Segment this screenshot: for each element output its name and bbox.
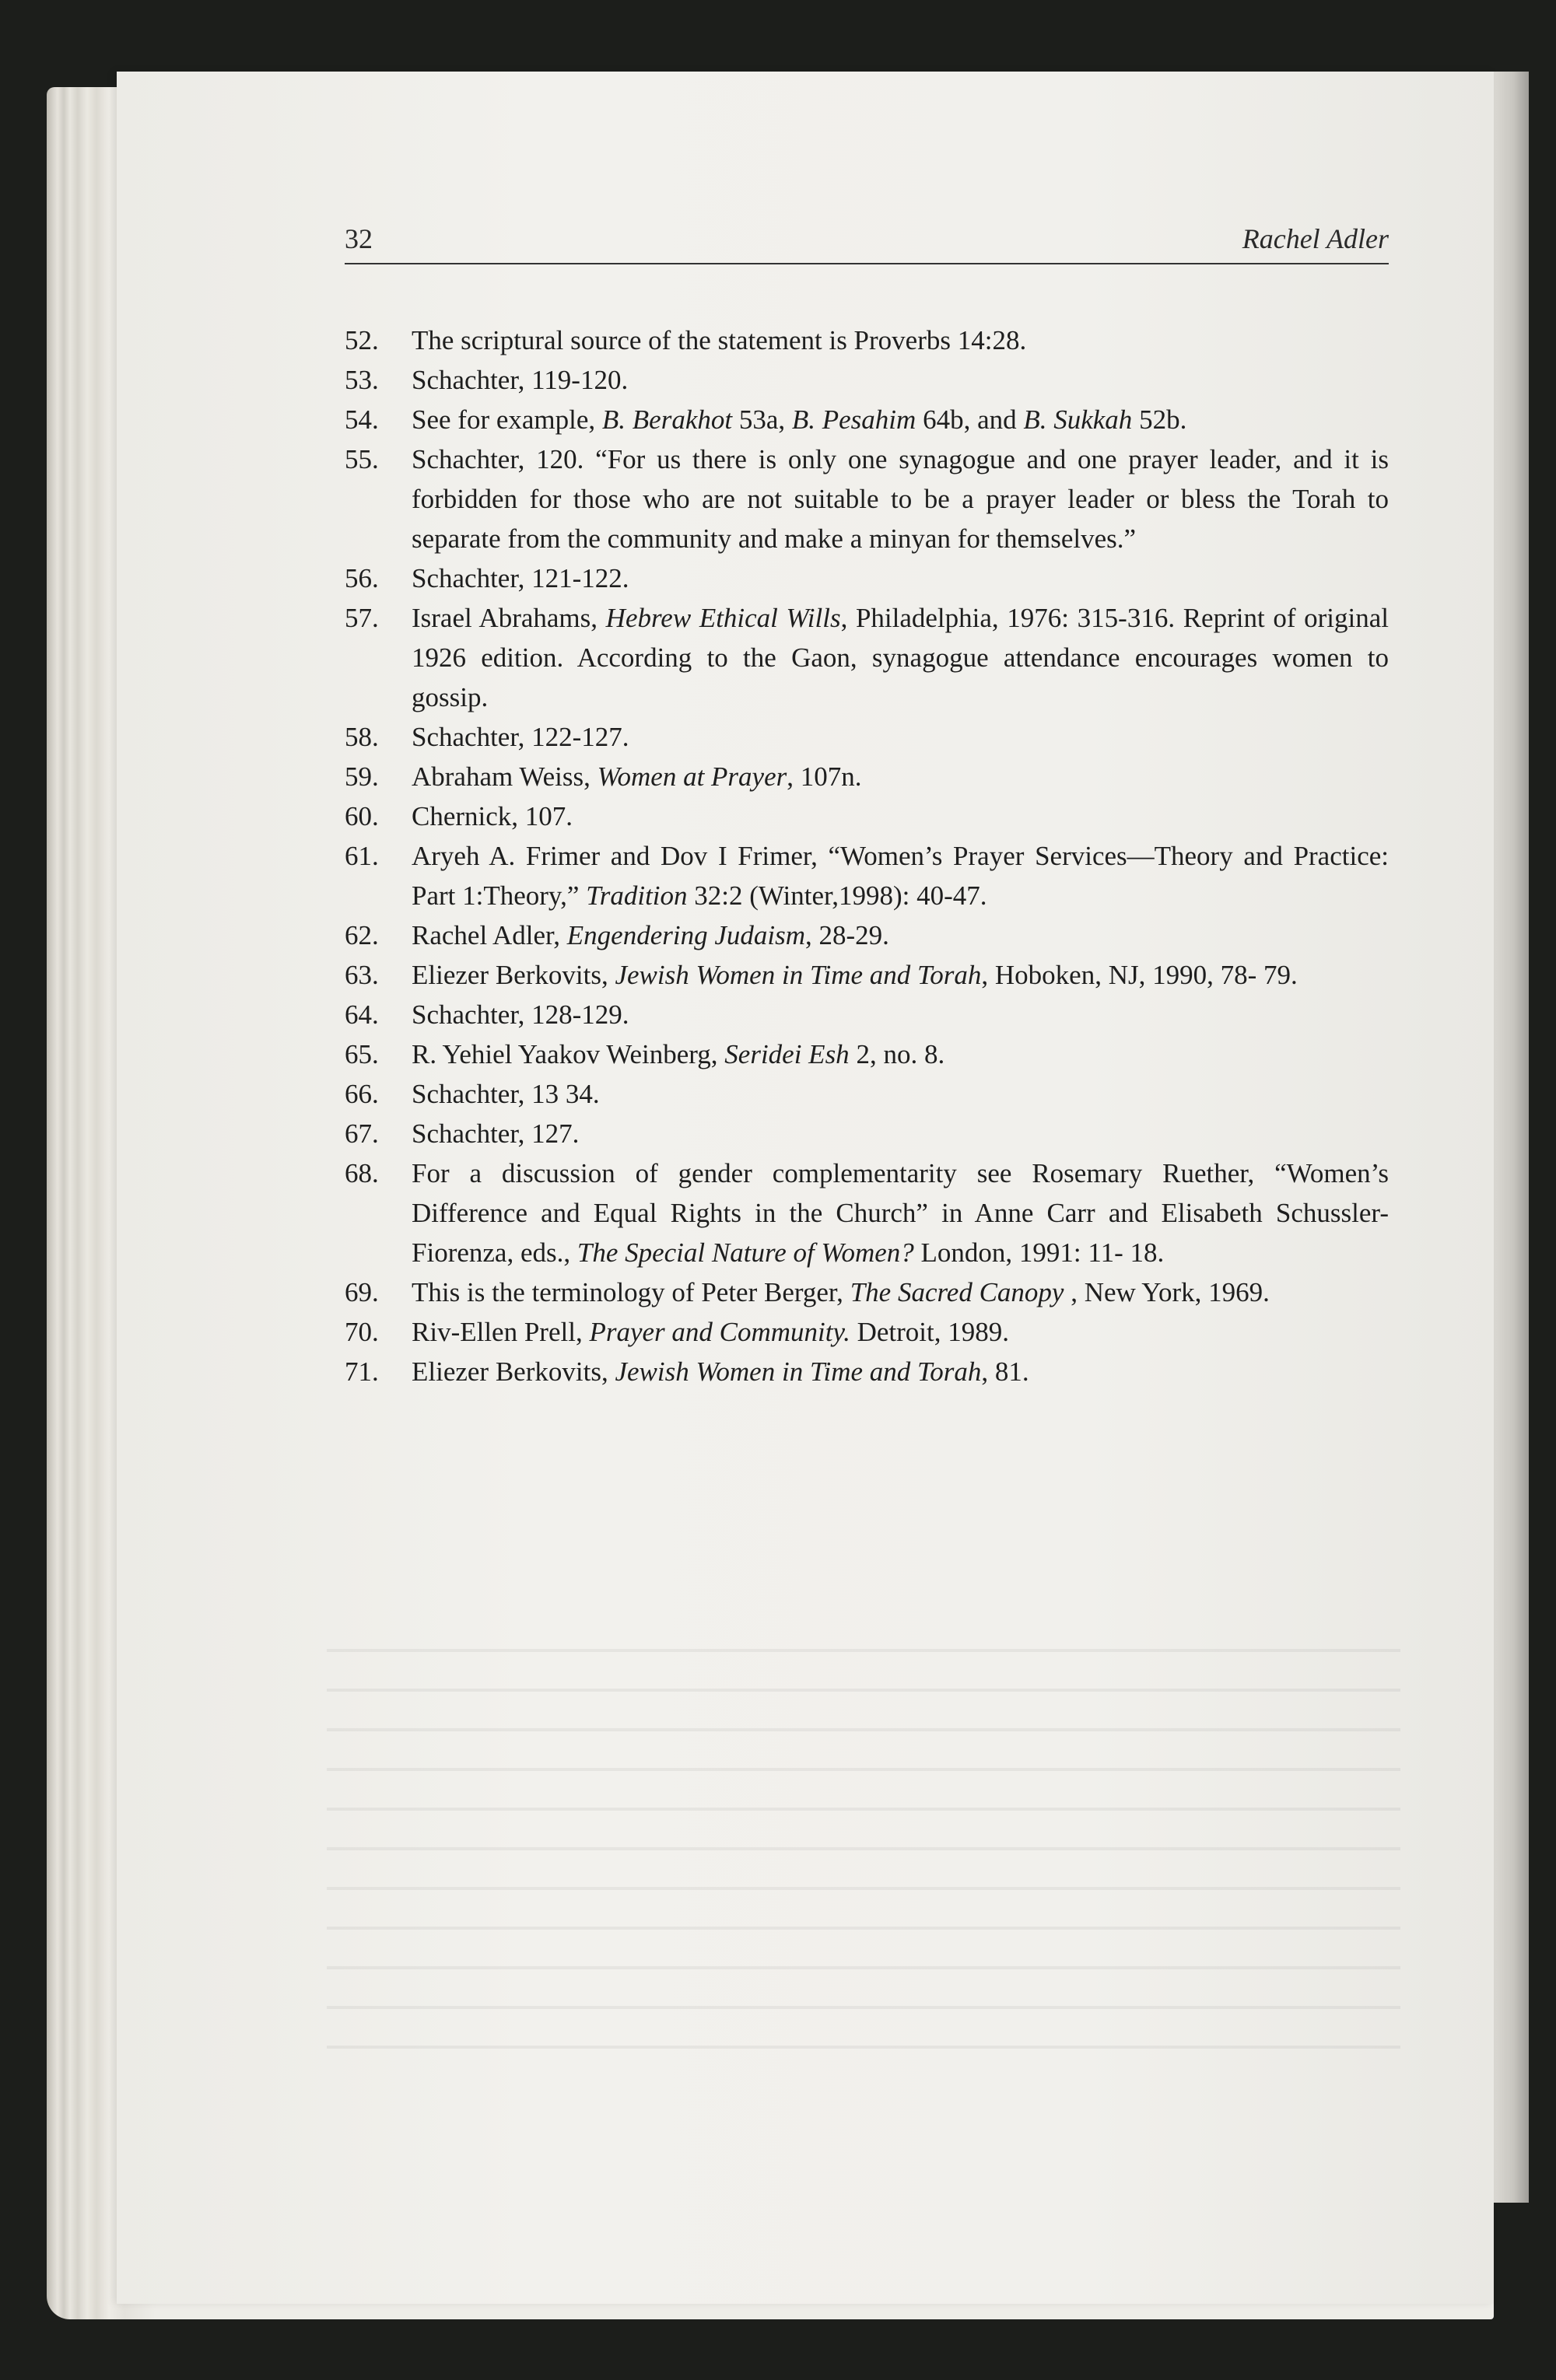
endnote-number: 64. (345, 999, 379, 1030)
endnote-number: 70. (345, 1317, 379, 1347)
endnote-text: The scriptural source of the statement is Proverbs 14:28. (412, 325, 1027, 355)
endnote (345, 836, 1389, 915)
endnote (345, 796, 1389, 836)
endnote (345, 1034, 1389, 1074)
endnote-number: 57. (345, 603, 379, 633)
endnote-number: 67. (345, 1118, 379, 1149)
running-head-author: Rachel Adler (1242, 223, 1389, 254)
endnote-text: This is the terminology of Peter Berger, The Sacred Canopy , New York, 1969. (412, 1277, 1270, 1307)
page-number: 32 (345, 223, 373, 254)
endnote-text: Schachter, 119-120. (412, 365, 629, 395)
endnote-text: Eliezer Berkovits, Jewish Women in Time and Torah, 81. (412, 1356, 1029, 1387)
endnote-number: 59. (345, 761, 379, 792)
endnote-number: 53. (345, 365, 379, 395)
endnote-number: 63. (345, 960, 379, 990)
endnote-text: Schachter, 121-122. (412, 563, 629, 593)
endnote-number: 58. (345, 722, 379, 752)
endnote-text: Eliezer Berkovits, Jewish Women in Time and Torah, Hoboken, NJ, 1990, 78- 79. (412, 960, 1298, 990)
endnote-text: For a discussion of gender complementarity see Rosemary Ruether, “Women’s Difference and Equal Rights in the Church” in Anne Carr and Elisabeth Schussler-Fiorenza, eds., The Special Nature of Women? London, 1991: 11- 18. (412, 1158, 1389, 1268)
endnote-number: 60. (345, 801, 379, 831)
endnote-number: 54. (345, 404, 379, 435)
endnote (345, 1312, 1389, 1352)
endnote-number: 61. (345, 841, 379, 871)
endnote-text: Schachter, 120. “For us there is only one synagogue and one prayer leader, and it is forbidden for those who are not suitable to be a prayer leader or bless the Torah to separate from the community and make a minyan for themselves.” (412, 444, 1389, 554)
header-rule (345, 263, 1389, 264)
endnote-number: 71. (345, 1356, 379, 1387)
endnote-text: Riv-Ellen Prell, Prayer and Community. Detroit, 1989. (412, 1317, 1009, 1347)
endnote-number: 55. (345, 444, 379, 474)
endnote-text: Rachel Adler, Engendering Judaism, 28-29. (412, 920, 889, 950)
endnote (345, 995, 1389, 1034)
bleed-through-text (327, 1649, 1400, 2053)
endnote-text: Israel Abrahams, Hebrew Ethical Wills, Philadelphia, 1976: 315-316. Reprint of original 1926 edition. According to the Gaon, synagogue attendance encourages women to gossip. (412, 603, 1389, 712)
endnote-number: 69. (345, 1277, 379, 1307)
endnote-number: 66. (345, 1079, 379, 1109)
endnote (345, 558, 1389, 598)
endnote (345, 320, 1389, 360)
endnote-text: Abraham Weiss, Women at Prayer, 107n. (412, 761, 862, 792)
endnote (345, 598, 1389, 717)
endnote-text: See for example, B. Berakhot 53a, B. Pesahim 64b, and B. Sukkah 52b. (412, 404, 1187, 435)
endnote-number: 68. (345, 1158, 379, 1188)
endnotes-list (345, 320, 1389, 1391)
endnote (345, 1114, 1389, 1153)
endnote (345, 757, 1389, 796)
endnote (345, 439, 1389, 558)
endnote (345, 717, 1389, 757)
endnote-text: Schachter, 122-127. (412, 722, 629, 752)
endnote-number: 65. (345, 1039, 379, 1069)
endnote (345, 360, 1389, 400)
endnote-text: R. Yehiel Yaakov Weinberg, Seridei Esh 2, no. 8. (412, 1039, 945, 1069)
endnote (345, 1272, 1389, 1312)
endnote (345, 400, 1389, 439)
endnote (345, 1074, 1389, 1114)
running-head (345, 222, 1389, 263)
endnote-text: Schachter, 127. (412, 1118, 580, 1149)
endnote-text: Chernick, 107. (412, 801, 573, 831)
endnote-text: Aryeh A. Frimer and Dov I Frimer, “Women’s Prayer Services—Theory and Practice: Part 1:Theory,” Tradition 32:2 (Winter,1998): 40-47. (412, 841, 1389, 911)
endnote-number: 56. (345, 563, 379, 593)
endnote-number: 62. (345, 920, 379, 950)
endnote (345, 1352, 1389, 1391)
endnote-text: Schachter, 128-129. (412, 999, 629, 1030)
endnote (345, 915, 1389, 955)
endnote (345, 1153, 1389, 1272)
endnote (345, 955, 1389, 995)
endnote-text: Schachter, 13 34. (412, 1079, 600, 1109)
endnote-number: 52. (345, 325, 379, 355)
